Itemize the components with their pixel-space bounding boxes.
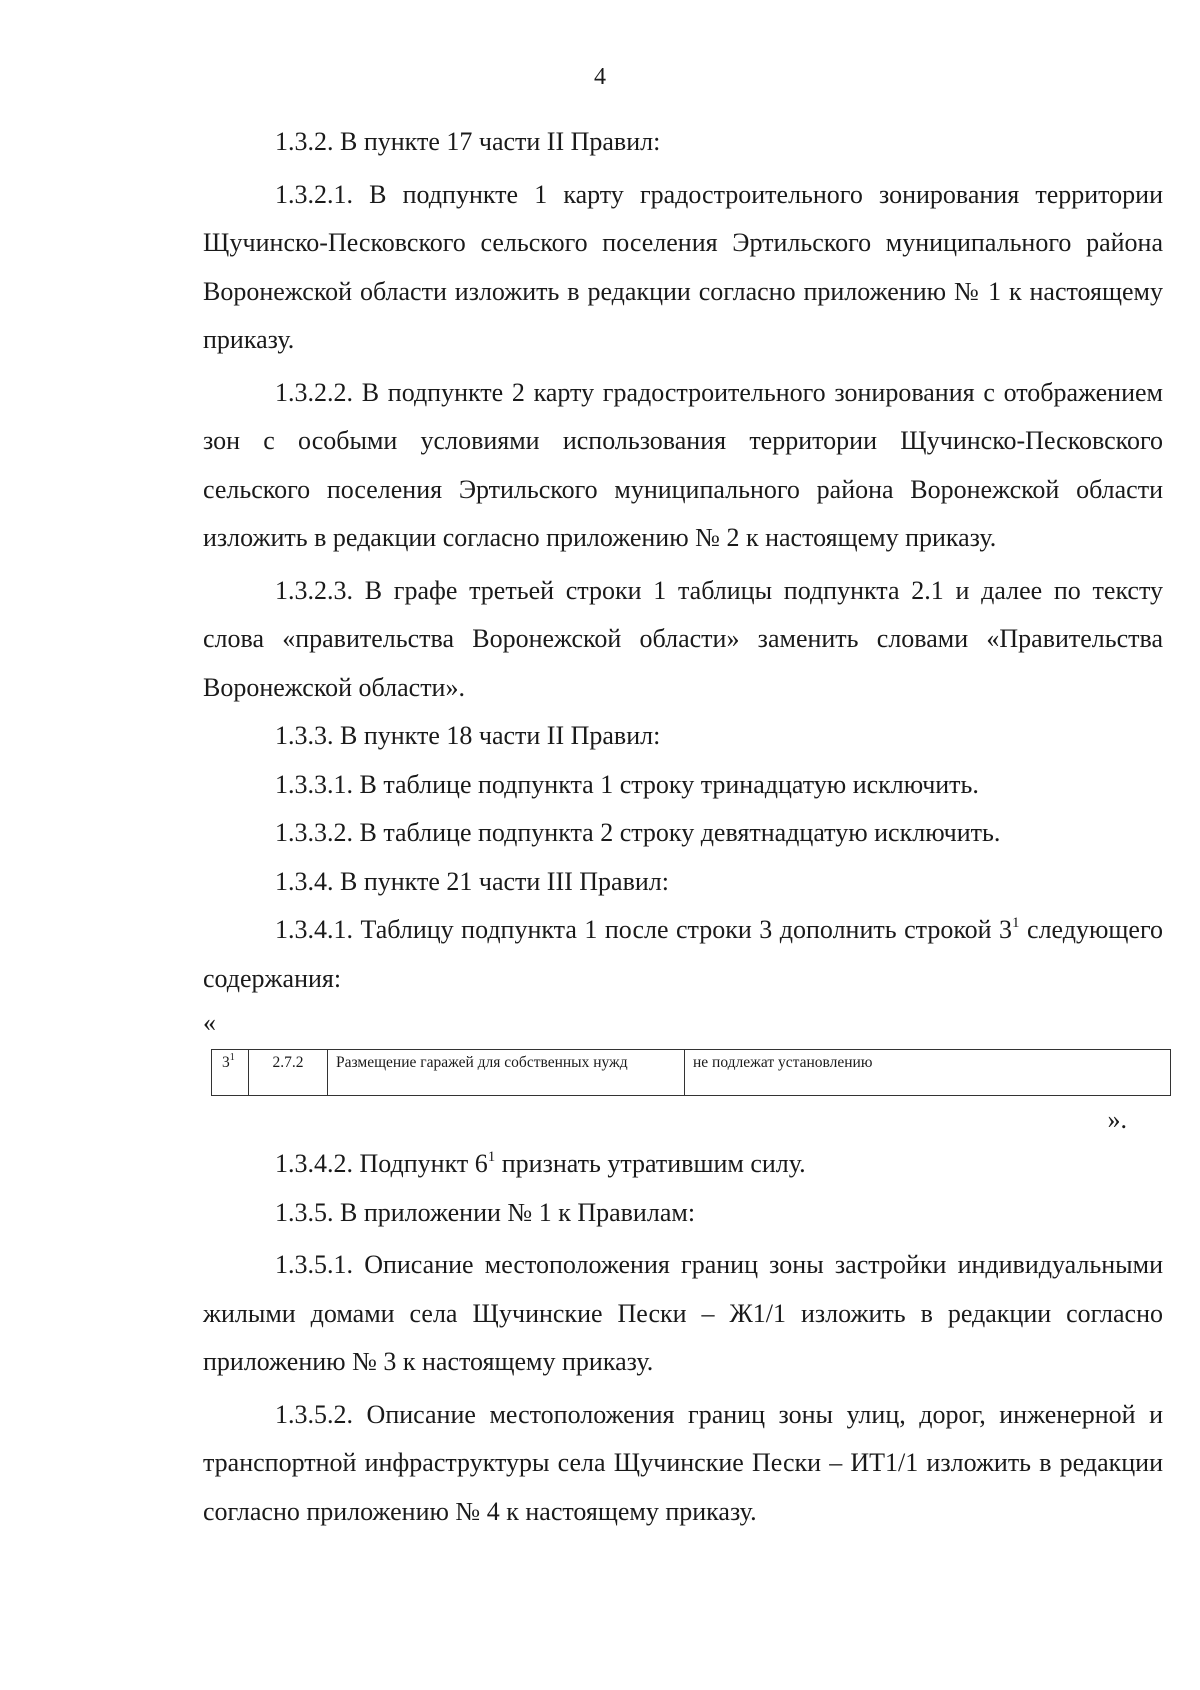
paragraph-1-3-2-3: 1.3.2.3. В графе третьей строки 1 таблицы подпункта 2.1 и далее по тексту слова «правительства Воронежской области» заменить словами «Правительства Воронежской области». (203, 575, 1163, 702)
paragraph-1-3-5: 1.3.5. В приложении № 1 к Правилам: (275, 1197, 696, 1227)
closing-quote: ». (1107, 1105, 1127, 1134)
paragraph-1-3-4: 1.3.4. В пункте 21 части III Правил: (275, 866, 669, 896)
opening-quote: « (203, 1008, 216, 1037)
paragraph-1-3-4-1 (203, 906, 1163, 1003)
row-number-superscript: 1 (229, 1052, 235, 1063)
paragraph-1-3-2-1: 1.3.2.1. В подпункте 1 карту градостроительного зонирования территории Щучинско-Песковского сельского поселения Эртильского муниципального района Воронежской области изложить в редакции согласно приложению № 1 к настоящему приказу. (203, 179, 1163, 354)
paragraph-1-3-4-1-text: 1.3.4.1. Таблицу подпункта 1 после строки 3 дополнить строкой 3 (275, 915, 1013, 944)
paragraph-1-3-4-2-after: признать утратившим силу. (495, 1149, 806, 1178)
row-number: 3 (222, 1054, 230, 1071)
paragraph-1-3-4-1-superscript: 1 (1012, 915, 1020, 931)
table-cell-value: не подлежат установлению (685, 1050, 1171, 1096)
paragraph-1-3-2-2: 1.3.2.2. В подпункте 2 карту градостроительного зонирования с отображением зон с особыми условиями использования территории Щучинско-Песковского сельского поселения Эртильского муниципального района Воронежской области изложить в редакции согласно приложению № 2 к настоящему приказу. (203, 377, 1163, 552)
paragraph-1-3-3: 1.3.3. В пункте 18 части II Правил: (275, 721, 661, 750)
paragraph-1-3-4-1-tail: следующего содержания: (203, 915, 1163, 993)
paragraph-1-3-3-2: 1.3.3.2. В таблице подпункта 2 строку девятнадцатую исключить. (275, 818, 1001, 847)
page-number: 4 (594, 64, 606, 90)
amendment-table (211, 1049, 1171, 1096)
paragraph-1-3-4-2-before: 1.3.4.2. Подпункт 6 (275, 1149, 488, 1178)
table-row (212, 1050, 1171, 1096)
paragraph-1-3-4-2-superscript: 1 (487, 1149, 496, 1165)
paragraph-1-3-2: 1.3.2. В пункте 17 части II Правил: (275, 127, 661, 156)
paragraph-1-3-4-2 (203, 1140, 1163, 1189)
paragraph-1-3-5-1: 1.3.5.1. Описание местоположения границ зоны застройки индивидуальными жилыми домами села Щучинские Пески – Ж1/1 изложить в редакции согласно приложению № 3 к настоящему приказу. (203, 1250, 1163, 1376)
paragraph-1-3-3-1: 1.3.3.1. В таблице подпункта 1 строку тринадцатую исключить. (275, 769, 979, 799)
document-body (203, 118, 1163, 1536)
table-cell-row-number (212, 1050, 249, 1096)
table-cell-code: 2.7.2 (249, 1050, 328, 1096)
table-cell-description: Размещение гаражей для собственных нужд (328, 1050, 685, 1096)
paragraph-1-3-5-2: 1.3.5.2. Описание местоположения границ зоны улиц, дорог, инженерной и транспортной инфраструктуры села Щучинские Пески – ИТ1/1 изложить в редакции согласно приложению № 4 к настоящему приказу. (203, 1399, 1163, 1526)
